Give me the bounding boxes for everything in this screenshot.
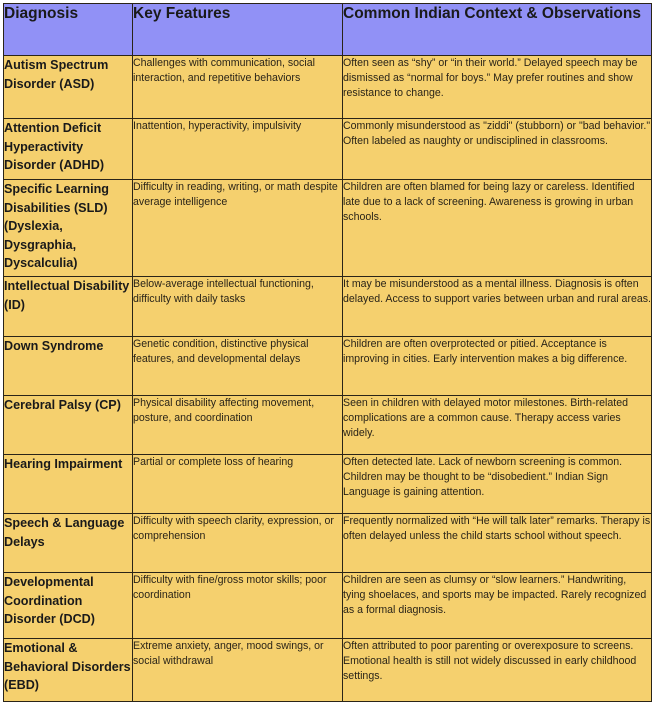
cell-context: Often seen as “shy” or “in their world.” Delayed speech may be dismissed as “normal for boys.” May prefer routines and show resistance to change. bbox=[343, 56, 652, 119]
cell-context: Frequently normalized with “He will talk later” remarks. Therapy is often delayed unless the child starts school without speech. bbox=[343, 514, 652, 573]
table-row bbox=[4, 455, 652, 514]
table-body bbox=[4, 56, 652, 702]
table-row bbox=[4, 119, 652, 180]
cell-context: Children are often blamed for being lazy or careless. Identified late due to a lack of screening. Awareness is growing in urban schools. bbox=[343, 180, 652, 277]
cell-diagnosis: Down Syndrome bbox=[4, 337, 133, 396]
cell-diagnosis: Specific Learning Disabilities (SLD) (Dyslexia, Dysgraphia, Dyscalculia) bbox=[4, 180, 133, 277]
cell-context: It may be misunderstood as a mental illness. Diagnosis is often delayed. Access to support varies between urban and rural areas. bbox=[343, 277, 652, 337]
cell-diagnosis: Autism Spectrum Disorder (ASD) bbox=[4, 56, 133, 119]
cell-context: Commonly misunderstood as "ziddi" (stubborn) or "bad behavior." Often labeled as naughty or undisciplined in classrooms. bbox=[343, 119, 652, 180]
cell-key-features: Inattention, hyperactivity, impulsivity bbox=[133, 119, 343, 180]
cell-context: Children are seen as clumsy or “slow learners.” Handwriting, tying shoelaces, and sports may be impacted. Rarely recognized as a formal diagnosis. bbox=[343, 573, 652, 639]
table-row bbox=[4, 56, 652, 119]
cell-context: Seen in children with delayed motor milestones. Birth-related complications are a common cause. Therapy access varies widely. bbox=[343, 396, 652, 455]
cell-key-features: Challenges with communication, social interaction, and repetitive behaviors bbox=[133, 56, 343, 119]
cell-diagnosis: Hearing Impairment bbox=[4, 455, 133, 514]
cell-key-features: Difficulty in reading, writing, or math despite average intelligence bbox=[133, 180, 343, 277]
cell-key-features: Extreme anxiety, anger, mood swings, or social withdrawal bbox=[133, 639, 343, 702]
header-diagnosis: Diagnosis bbox=[4, 4, 133, 56]
cell-key-features: Difficulty with speech clarity, expression, or comprehension bbox=[133, 514, 343, 573]
table-row bbox=[4, 573, 652, 639]
header-indian-context: Common Indian Context & Observations bbox=[343, 4, 652, 56]
cell-context: Often attributed to poor parenting or overexposure to screens. Emotional health is still not widely discussed in early childhood settings. bbox=[343, 639, 652, 702]
table-row bbox=[4, 180, 652, 277]
cell-context: Often detected late. Lack of newborn screening is common. Children may be thought to be “disobedient.” Indian Sign Language is gaining attention. bbox=[343, 455, 652, 514]
cell-key-features: Genetic condition, distinctive physical features, and developmental delays bbox=[133, 337, 343, 396]
table-header bbox=[4, 4, 652, 56]
cell-context: Children are often overprotected or pitied. Acceptance is improving in cities. Early intervention makes a big difference. bbox=[343, 337, 652, 396]
cell-diagnosis: Developmental Coordination Disorder (DCD) bbox=[4, 573, 133, 639]
header-key-features: Key Features bbox=[133, 4, 343, 56]
cell-diagnosis: Attention Deficit Hyperactivity Disorder (ADHD) bbox=[4, 119, 133, 180]
cell-key-features: Difficulty with fine/gross motor skills; poor coordination bbox=[133, 573, 343, 639]
table-row bbox=[4, 337, 652, 396]
cell-diagnosis: Emotional & Behavioral Disorders (EBD) bbox=[4, 639, 133, 702]
cell-key-features: Physical disability affecting movement, posture, and coordination bbox=[133, 396, 343, 455]
table-row bbox=[4, 277, 652, 337]
cell-diagnosis: Intellectual Disability (ID) bbox=[4, 277, 133, 337]
cell-diagnosis: Speech & Language Delays bbox=[4, 514, 133, 573]
cell-key-features: Partial or complete loss of hearing bbox=[133, 455, 343, 514]
header-row bbox=[4, 4, 652, 56]
cell-diagnosis: Cerebral Palsy (CP) bbox=[4, 396, 133, 455]
table-row bbox=[4, 639, 652, 702]
diagnosis-table bbox=[3, 3, 652, 702]
table-row bbox=[4, 396, 652, 455]
table-row bbox=[4, 514, 652, 573]
cell-key-features: Below-average intellectual functioning, difficulty with daily tasks bbox=[133, 277, 343, 337]
